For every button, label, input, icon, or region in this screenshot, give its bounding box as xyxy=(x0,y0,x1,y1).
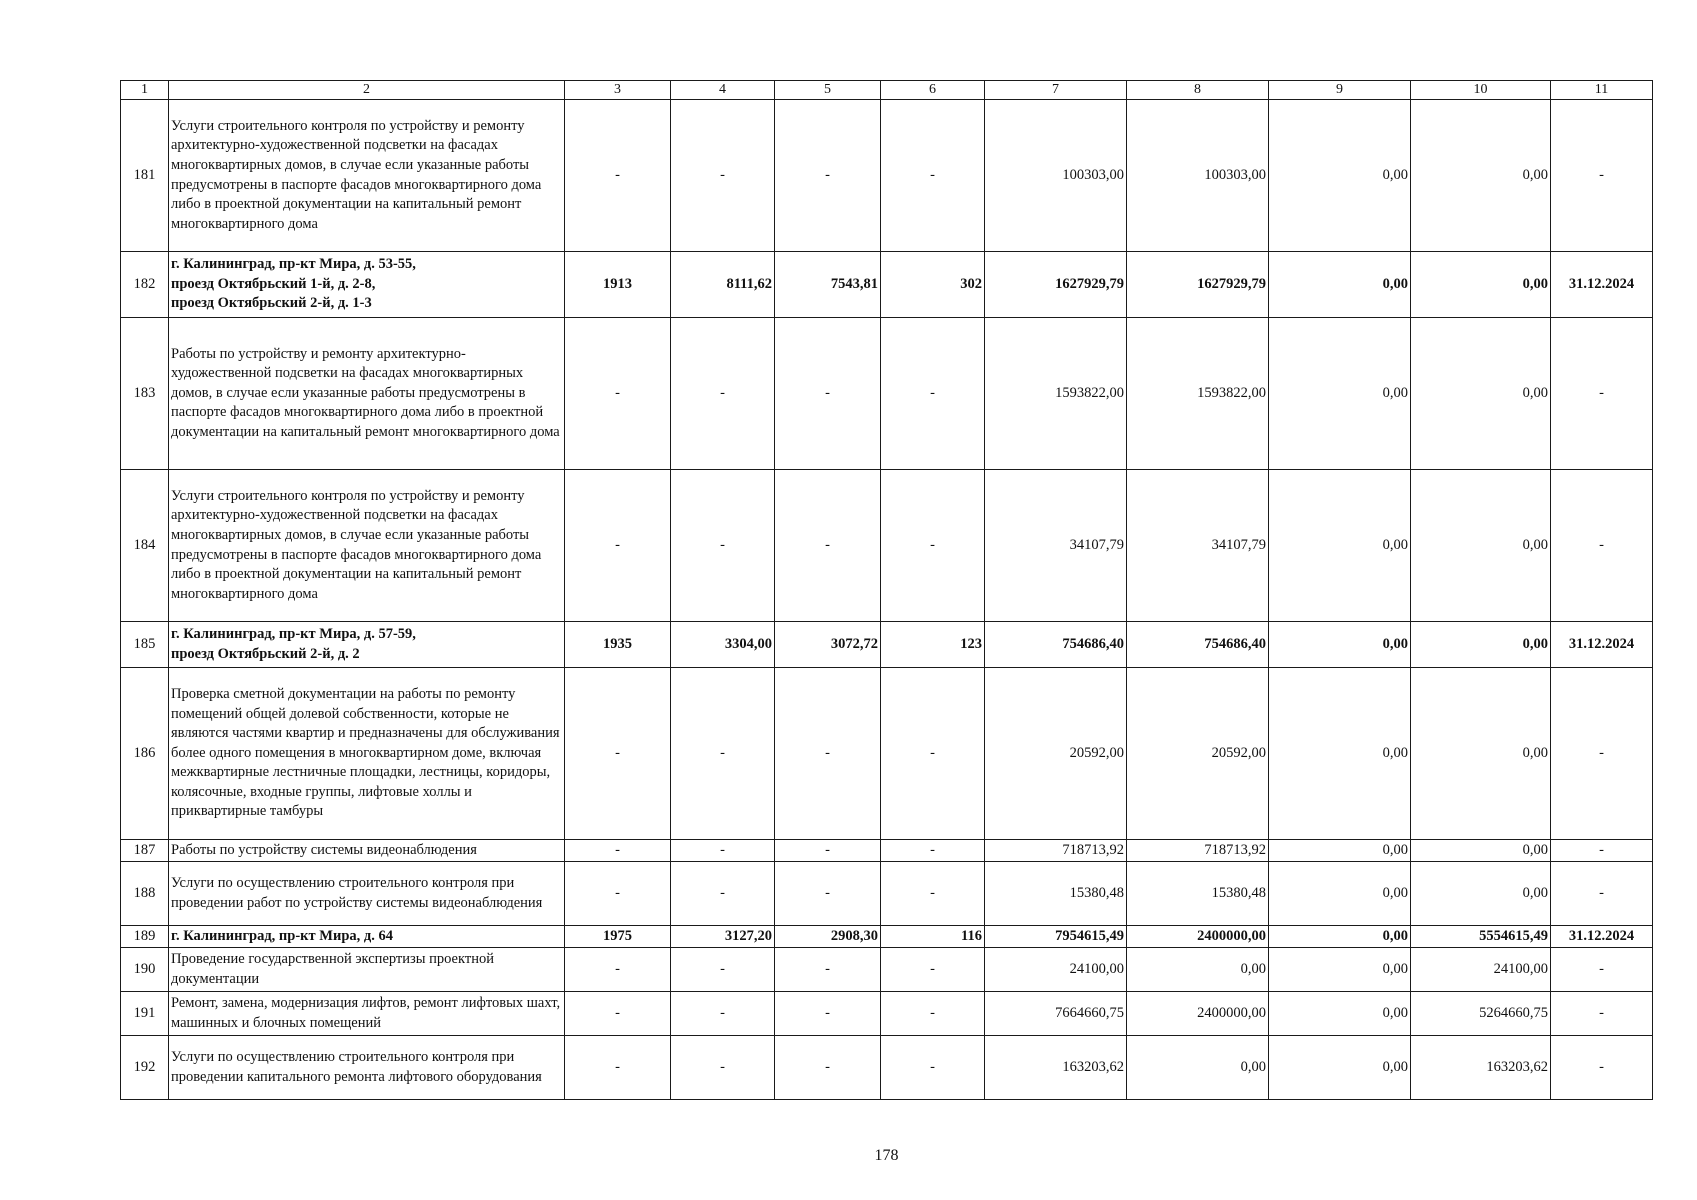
cell-col3: - xyxy=(565,470,671,622)
cell-col6: - xyxy=(881,100,985,252)
cell-col9: 0,00 xyxy=(1269,318,1411,470)
cell-col8: 1627929,79 xyxy=(1127,252,1269,318)
header-cell: 5 xyxy=(775,81,881,100)
header-cell: 10 xyxy=(1411,81,1551,100)
cell-col9: 0,00 xyxy=(1269,470,1411,622)
cell-col11: 31.12.2024 xyxy=(1551,252,1653,318)
cell-col5: - xyxy=(775,992,881,1036)
cell-col3: - xyxy=(565,840,671,862)
cell-col8: 100303,00 xyxy=(1127,100,1269,252)
header-cell: 4 xyxy=(671,81,775,100)
cell-col8: 2400000,00 xyxy=(1127,926,1269,948)
row-number: 187 xyxy=(121,840,169,862)
cell-col8: 34107,79 xyxy=(1127,470,1269,622)
cell-col9: 0,00 xyxy=(1269,668,1411,840)
cell-col8: 754686,40 xyxy=(1127,622,1269,668)
header-cell: 3 xyxy=(565,81,671,100)
table-row-address xyxy=(121,252,1653,318)
cell-col10: 5264660,75 xyxy=(1411,992,1551,1036)
header-cell: 1 xyxy=(121,81,169,100)
cell-col4: - xyxy=(671,948,775,992)
address-description: г. Калининград, пр-кт Мира, д. 57-59, проезд Октябрьский 2-й, д. 2 xyxy=(169,622,565,668)
work-description: Проверка сметной документации на работы по ремонту помещений общей долевой собственности, которые не являются частями квартир и предназначены для обслуживания более одного помещения в многоквартирном доме, включая межквартирные лестничные площадки, лестницы, коридоры, колясочные, входные группы, лифтовые холлы и приквартирные тамбуры xyxy=(169,668,565,840)
cell-col11: - xyxy=(1551,318,1653,470)
cell-col6: - xyxy=(881,862,985,926)
table-row xyxy=(121,948,1653,992)
cell-col9: 0,00 xyxy=(1269,1036,1411,1100)
cell-col8: 0,00 xyxy=(1127,1036,1269,1100)
cell-col7: 163203,62 xyxy=(985,1036,1127,1100)
cell-col10: 0,00 xyxy=(1411,100,1551,252)
row-number: 191 xyxy=(121,992,169,1036)
cell-col6: 302 xyxy=(881,252,985,318)
cell-col11: 31.12.2024 xyxy=(1551,622,1653,668)
work-description: Услуги строительного контроля по устройству и ремонту архитектурно-художественной подсветки на фасадах многоквартирных домов, в случае если указанные работы предусмотрены в паспорте фасадов многоквартирного дома либо в проектной документации на капитальный ремонт многоквартирного дома xyxy=(169,100,565,252)
cell-col4: - xyxy=(671,668,775,840)
cell-col8: 15380,48 xyxy=(1127,862,1269,926)
column-number-header-row xyxy=(121,81,1653,100)
table-row xyxy=(121,100,1653,252)
cell-col9: 0,00 xyxy=(1269,622,1411,668)
table-row xyxy=(121,862,1653,926)
cell-col6: - xyxy=(881,992,985,1036)
cell-col11: - xyxy=(1551,668,1653,840)
cell-col4: - xyxy=(671,470,775,622)
cell-col3: - xyxy=(565,100,671,252)
header-cell: 6 xyxy=(881,81,985,100)
cell-col10: 0,00 xyxy=(1411,318,1551,470)
cell-col9: 0,00 xyxy=(1269,948,1411,992)
cell-col5: - xyxy=(775,948,881,992)
cell-col10: 5554615,49 xyxy=(1411,926,1551,948)
cell-col6: - xyxy=(881,948,985,992)
table-row-address xyxy=(121,926,1653,948)
table-row xyxy=(121,992,1653,1036)
cell-col5: - xyxy=(775,100,881,252)
cell-col9: 0,00 xyxy=(1269,840,1411,862)
cell-col5: 7543,81 xyxy=(775,252,881,318)
cell-col4: - xyxy=(671,100,775,252)
table-row-address xyxy=(121,622,1653,668)
cell-col11: - xyxy=(1551,840,1653,862)
cell-col11: - xyxy=(1551,992,1653,1036)
cell-col10: 0,00 xyxy=(1411,862,1551,926)
cell-col5: 2908,30 xyxy=(775,926,881,948)
cell-col5: - xyxy=(775,668,881,840)
work-description: Ремонт, замена, модернизация лифтов, ремонт лифтовых шахт, машинных и блочных помещений xyxy=(169,992,565,1036)
cell-col8: 718713,92 xyxy=(1127,840,1269,862)
cell-col5: - xyxy=(775,1036,881,1100)
row-number: 192 xyxy=(121,1036,169,1100)
row-number: 184 xyxy=(121,470,169,622)
cell-col10: 0,00 xyxy=(1411,470,1551,622)
cell-col9: 0,00 xyxy=(1269,992,1411,1036)
header-cell: 9 xyxy=(1269,81,1411,100)
cell-col3: - xyxy=(565,668,671,840)
cell-col8: 2400000,00 xyxy=(1127,992,1269,1036)
cell-col4: 8111,62 xyxy=(671,252,775,318)
cell-col4: - xyxy=(671,840,775,862)
cell-col5: - xyxy=(775,862,881,926)
cell-col5: - xyxy=(775,840,881,862)
cell-col3: - xyxy=(565,862,671,926)
cell-col3: 1935 xyxy=(565,622,671,668)
cell-col3: - xyxy=(565,1036,671,1100)
cell-col10: 163203,62 xyxy=(1411,1036,1551,1100)
cell-col7: 24100,00 xyxy=(985,948,1127,992)
page-number: 178 xyxy=(874,1147,899,1164)
cell-col10: 0,00 xyxy=(1411,622,1551,668)
cell-col9: 0,00 xyxy=(1269,100,1411,252)
cell-col11: - xyxy=(1551,100,1653,252)
cell-col3: 1975 xyxy=(565,926,671,948)
cell-col10: 0,00 xyxy=(1411,668,1551,840)
cell-col5: - xyxy=(775,470,881,622)
cell-col11: - xyxy=(1551,470,1653,622)
cell-col7: 1593822,00 xyxy=(985,318,1127,470)
cell-col7: 34107,79 xyxy=(985,470,1127,622)
cell-col11: - xyxy=(1551,862,1653,926)
cell-col7: 20592,00 xyxy=(985,668,1127,840)
cell-col6: - xyxy=(881,668,985,840)
cell-col7: 15380,48 xyxy=(985,862,1127,926)
row-number: 186 xyxy=(121,668,169,840)
cell-col4: - xyxy=(671,992,775,1036)
row-number: 188 xyxy=(121,862,169,926)
cell-col7: 718713,92 xyxy=(985,840,1127,862)
cell-col8: 0,00 xyxy=(1127,948,1269,992)
cell-col7: 7954615,49 xyxy=(985,926,1127,948)
table-row xyxy=(121,840,1653,862)
row-number: 190 xyxy=(121,948,169,992)
header-cell: 11 xyxy=(1551,81,1653,100)
work-description: Работы по устройству системы видеонаблюдения xyxy=(169,840,565,862)
cell-col6: 123 xyxy=(881,622,985,668)
cell-col4: - xyxy=(671,862,775,926)
cell-col3: - xyxy=(565,948,671,992)
cell-col8: 1593822,00 xyxy=(1127,318,1269,470)
cell-col4: 3304,00 xyxy=(671,622,775,668)
address-description: г. Калининград, пр-кт Мира, д. 53-55, проезд Октябрьский 1-й, д. 2-8, проезд Октябрьский 2-й, д. 1-3 xyxy=(169,252,565,318)
cell-col3: - xyxy=(565,992,671,1036)
cell-col10: 0,00 xyxy=(1411,840,1551,862)
table-row xyxy=(121,668,1653,840)
row-number: 189 xyxy=(121,926,169,948)
row-number: 183 xyxy=(121,318,169,470)
work-description: Проведение государственной экспертизы проектной документации xyxy=(169,948,565,992)
table-row xyxy=(121,1036,1653,1100)
header-cell: 8 xyxy=(1127,81,1269,100)
cell-col6: 116 xyxy=(881,926,985,948)
cell-col9: 0,00 xyxy=(1269,926,1411,948)
cell-col3: 1913 xyxy=(565,252,671,318)
row-number: 181 xyxy=(121,100,169,252)
cell-col4: 3127,20 xyxy=(671,926,775,948)
cell-col7: 100303,00 xyxy=(985,100,1127,252)
cell-col9: 0,00 xyxy=(1269,862,1411,926)
cell-col6: - xyxy=(881,840,985,862)
table-row xyxy=(121,318,1653,470)
address-description: г. Калининград, пр-кт Мира, д. 64 xyxy=(169,926,565,948)
cell-col4: - xyxy=(671,1036,775,1100)
cell-col11: - xyxy=(1551,948,1653,992)
header-cell: 7 xyxy=(985,81,1127,100)
work-description: Услуги по осуществлению строительного контроля при проведении капитального ремонта лифтового оборудования xyxy=(169,1036,565,1100)
row-number: 182 xyxy=(121,252,169,318)
work-description: Услуги по осуществлению строительного контроля при проведении работ по устройству системы видеонаблюдения xyxy=(169,862,565,926)
cell-col7: 1627929,79 xyxy=(985,252,1127,318)
cell-col5: 3072,72 xyxy=(775,622,881,668)
cell-col6: - xyxy=(881,470,985,622)
cell-col4: - xyxy=(671,318,775,470)
register-table-container xyxy=(120,80,1653,1100)
cell-col10: 0,00 xyxy=(1411,252,1551,318)
cell-col9: 0,00 xyxy=(1269,252,1411,318)
cell-col6: - xyxy=(881,318,985,470)
register-table xyxy=(120,80,1653,1100)
cell-col3: - xyxy=(565,318,671,470)
cell-col7: 754686,40 xyxy=(985,622,1127,668)
header-cell: 2 xyxy=(169,81,565,100)
work-description: Услуги строительного контроля по устройству и ремонту архитектурно-художественной подсветки на фасадах многоквартирных домов, в случае если указанные работы предусмотрены в паспорте фасадов многоквартирного дома либо в проектной документации на капитальный ремонт многоквартирного дома xyxy=(169,470,565,622)
cell-col6: - xyxy=(881,1036,985,1100)
cell-col8: 20592,00 xyxy=(1127,668,1269,840)
table-row xyxy=(121,470,1653,622)
cell-col11: - xyxy=(1551,1036,1653,1100)
cell-col5: - xyxy=(775,318,881,470)
cell-col11: 31.12.2024 xyxy=(1551,926,1653,948)
row-number: 185 xyxy=(121,622,169,668)
cell-col7: 7664660,75 xyxy=(985,992,1127,1036)
cell-col10: 24100,00 xyxy=(1411,948,1551,992)
work-description: Работы по устройству и ремонту архитектурно-художественной подсветки на фасадах многоквартирных домов, в случае если указанные работы предусмотрены в паспорте фасадов многоквартирного дома либо в проектной документации на капитальный ремонт многоквартирного дома xyxy=(169,318,565,470)
